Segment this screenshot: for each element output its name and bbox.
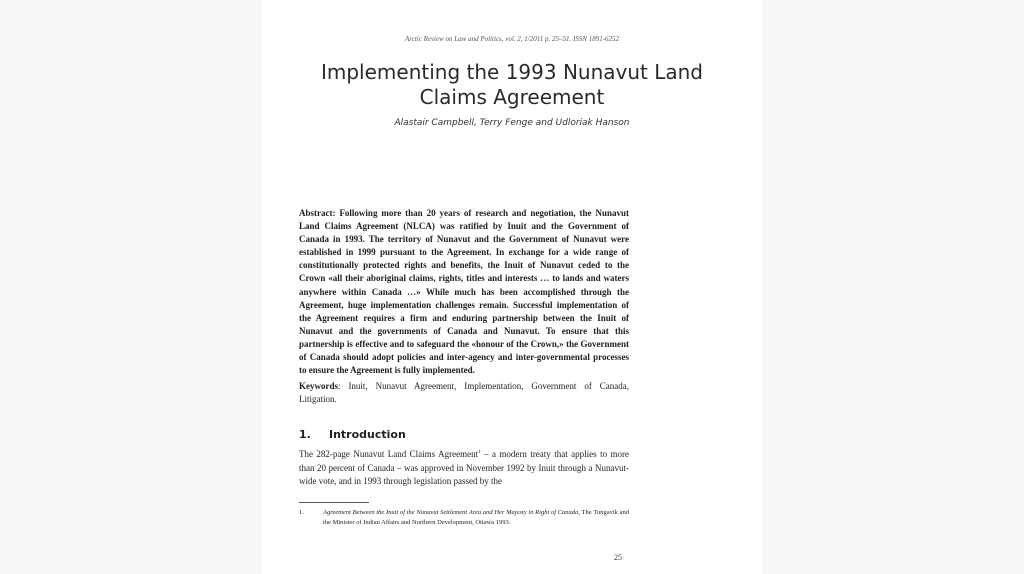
footnote (299, 508, 629, 528)
abstract-label: Abstract: (299, 208, 336, 218)
paper-title (262, 60, 762, 110)
intro-text-after: – a modern treaty that applies to more than 20 percent of Canada – was approved in November 1992 by Inuit through a Nunavut-wide vote, and in 1993 through legislation passed by the (299, 449, 629, 486)
footnote-italic: Agreement Between the Inuit of the Nunavut Settlement Area and Her Majesty in Right of Canada (323, 509, 579, 516)
section-heading (299, 428, 406, 441)
keywords-label: Keywords (299, 381, 338, 391)
intro-text-before: The 282-page Nunavut Land Claims Agreement (299, 449, 479, 459)
section-title: Introduction (329, 428, 406, 441)
footnote-number: 1. (299, 509, 304, 516)
page-number: 25 (614, 553, 622, 562)
paper-page (262, 0, 762, 574)
footnote-ref: 1 (478, 450, 481, 455)
authors: Alastair Campbell, Terry Fenge and Udloriak Hanson (394, 118, 630, 128)
footnote-divider (299, 502, 369, 503)
section-number: 1. (299, 428, 311, 441)
title-line-2: Claims Agreement (419, 85, 605, 109)
abstract-text: Following more than 20 years of research and negotiation, the Nunavut Land Claims Agreement (NLCA) was ratified by Inuit and the Government of Canada in 1993. The territory of Nunavut and the Government of Nunavut were established in 1999 pursuant to the Agreement. In exchange for a wide range of constitutionally protected rights and benefits, the Inuit of Nunavut ceded to the Crown «all their aboriginal claims, rights, titles and interests … to lands and waters anywhere within Canada …» While much has been accomplished through the Agreement, huge implementation challenges remain. Successful implementation of the Agreement requires a firm and enduring partnership between the Inuit of Nunavut and the governments of Canada and Nunavut. To ensure that this partnership is effective and to safeguard the «honour of the Crown,» the Government of Canada should adopt policies and inter-agency and inter-governmental processes to ensure the Agreement is fully implemented. (299, 208, 629, 376)
running-head: Arctic Review on Law and Politics, vol. 2, 1/2011 p. 25–51. ISSN 1891-6252 (404, 35, 620, 43)
title-line-1: Implementing the 1993 Nunavut Land (320, 60, 703, 84)
footnote-text (323, 508, 629, 528)
intro-paragraph (299, 446, 629, 489)
abstract (299, 207, 629, 377)
keywords (299, 380, 629, 406)
footnote-rest: , The Tungavik and the Minister of Indian Affairs and Northern Development, Ottawa 1993. (323, 509, 629, 526)
keywords-text: : Inuit, Nunavut Agreement, Implementation, Government of Canada, Litigation. (299, 381, 629, 404)
